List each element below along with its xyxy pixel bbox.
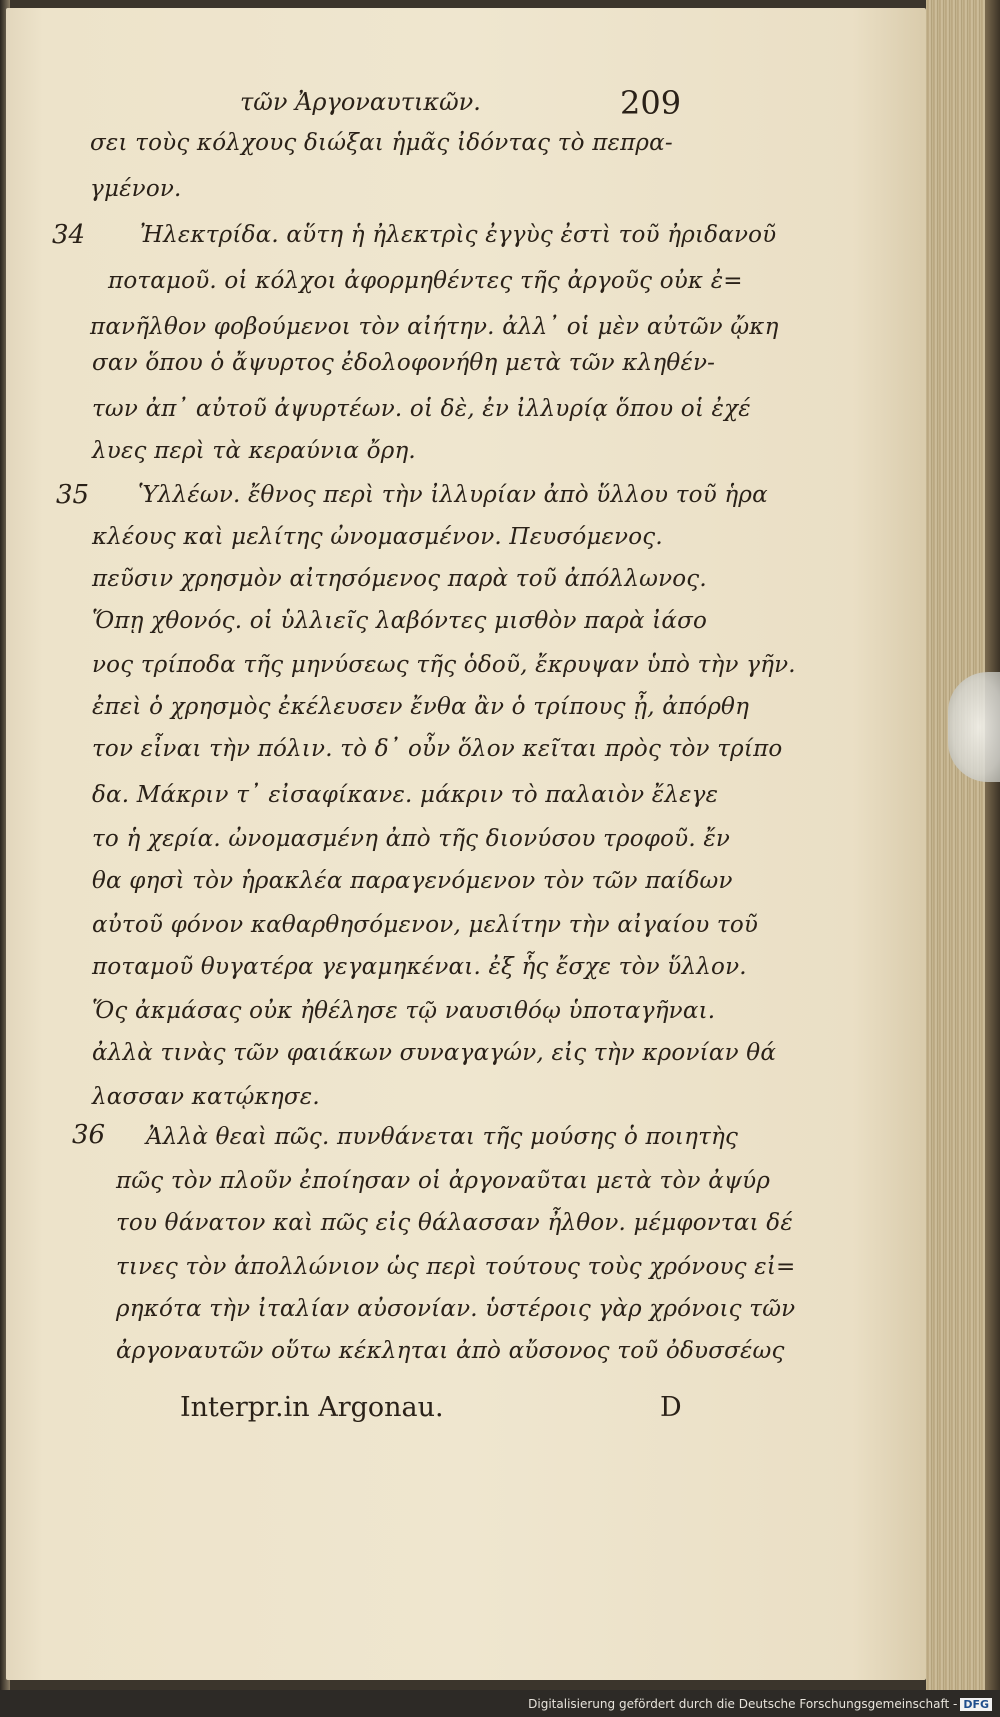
credit-text: Digitalisierung gefördert durch die Deutsche Forschungsgemeinschaft -	[528, 1697, 958, 1711]
text-line: νος τρίποδα τῆς μηνύσεως τῆς ὁδοῦ, ἔκρυψαν ὑπὸ τὴν γῆν.	[92, 652, 796, 678]
text-line: Ἠλεκτρίδα. αὕτη ἡ ἠλεκτρὶς ἐγγὺς ἐστὶ τοῦ ἠριδανοῦ	[140, 222, 777, 248]
section-number: 36	[72, 1120, 106, 1150]
section-number: 34	[52, 220, 86, 250]
text-line: Ὅς ἀκμάσας οὐκ ἠθέλησε τῷ ναυσιθόῳ ὑποταγῆναι.	[92, 998, 716, 1024]
text-line: Ὑλλέων. ἔθνος περὶ τὴν ἰλλυρίαν ἀπὸ ὕλλου τοῦ ἡρα	[138, 482, 768, 508]
page-clip	[948, 672, 1000, 782]
text-line: σαν ὅπου ὁ ἄψυρτος ἐδολοφονήθη μετὰ τῶν κληθέν-	[92, 350, 716, 376]
text-line: γμένον.	[90, 176, 182, 202]
text-line: ποταμοῦ θυγατέρα γεγαμηκέναι. ἐξ ἧς ἔσχε τὸν ὕλλον.	[92, 954, 747, 980]
text-line: πανῆλθον φοβούμενοι τὸν αἰήτην. ἀλλ᾿ οἱ μὲν αὐτῶν ᾤκη	[90, 314, 779, 340]
text-line: πῶς τὸν πλοῦν ἐποίησαν οἱ ἀργοναῦται μετὰ τὸν ἀψύρ	[116, 1168, 771, 1194]
text-line: τινες τὸν ἀπολλώνιον ὡς περὶ τούτους τοὺς χρόνους εἰ=	[116, 1254, 796, 1280]
gathering-mark: D	[660, 1392, 682, 1423]
text-line: πεῦσιν χρησμὸν αἰτησόμενος παρὰ τοῦ ἀπόλλωνος.	[92, 566, 707, 592]
section-number: 35	[56, 480, 90, 510]
text-line: ρηκότα τὴν ἰταλίαν αὐσονίαν. ὑστέροις γὰρ χρόνοις τῶν	[116, 1296, 796, 1322]
text-line: ποταμοῦ. οἱ κόλχοι ἀφορμηθέντες τῆς ἀργοῦς οὐκ ἐ=	[108, 268, 743, 294]
text-line: θα φησὶ τὸν ἡρακλέα παραγενόμενον τὸν τῶν παίδων	[92, 868, 733, 894]
dfg-logo: DFG	[960, 1698, 992, 1711]
digitization-credit	[528, 1697, 992, 1713]
text-line: δα. Μάκριν τ᾿ εἰσαφίκανε. μάκριν τὸ παλαιὸν ἔλεγε	[92, 782, 719, 808]
text-line: ἀργοναυτῶν οὕτω κέκληται ἀπὸ αὔσονος τοῦ ὀδυσσέως	[116, 1338, 785, 1364]
text-line: λυες περὶ τὰ κεραύνια ὄρη.	[92, 438, 416, 464]
text-line: κλέους καὶ μελίτης ὠνομασμένον. Πευσόμενος.	[92, 524, 663, 550]
text-line: αὐτοῦ φόνον καθαρθησόμενον, μελίτην τὴν αἰγαίου τοῦ	[92, 912, 759, 938]
text-line: λασσαν κατῴκησε.	[92, 1084, 320, 1110]
book-edge-shadow	[985, 0, 1000, 1690]
text-line: του θάνατον καὶ πῶς εἰς θάλασσαν ἦλθον. μέμφονται δέ	[116, 1210, 793, 1236]
text-line: Ὅπῃ χθονός. οἱ ὑλλιεῖς λαβόντες μισθὸν παρὰ ἰάσο	[92, 608, 708, 634]
page-number: 209	[620, 84, 682, 122]
text-line: ἀλλὰ τινὰς τῶν φαιάκων συναγαγών, εἰς τὴν κρονίαν θά	[92, 1040, 777, 1066]
text-line: το ἡ χερία. ὠνομασμένη ἀπὸ τῆς διονύσου τροφοῦ. ἔν	[92, 826, 731, 852]
signature-mark: Interpr.in Argonau.	[180, 1392, 444, 1423]
text-line: των ἀπ᾿ αὐτοῦ ἀψυρτέων. οἱ δὲ, ἐν ἰλλυρίᾳ ὅπου οἱ ἐχέ	[92, 396, 751, 422]
text-line: τον εἶναι τὴν πόλιν. τὸ δ᾿ οὖν ὅλον κεῖται πρὸς τὸν τρίπο	[92, 736, 783, 762]
text-line: σει τοὺς κόλχους διώξαι ἡμᾶς ἰδόντας τὸ πεπρα-	[90, 130, 673, 156]
text-line: Ἀλλὰ θεαὶ πῶς. πυνθάνεται τῆς μούσης ὁ ποιητὴς	[146, 1124, 739, 1150]
text-line: ἐπεὶ ὁ χρησμὸς ἐκέλευσεν ἔνθα ἂν ὁ τρίπους ᾖ, ἀπόρθη	[92, 694, 750, 720]
running-header: τῶν Ἀργοναυτικῶν.	[240, 88, 481, 116]
